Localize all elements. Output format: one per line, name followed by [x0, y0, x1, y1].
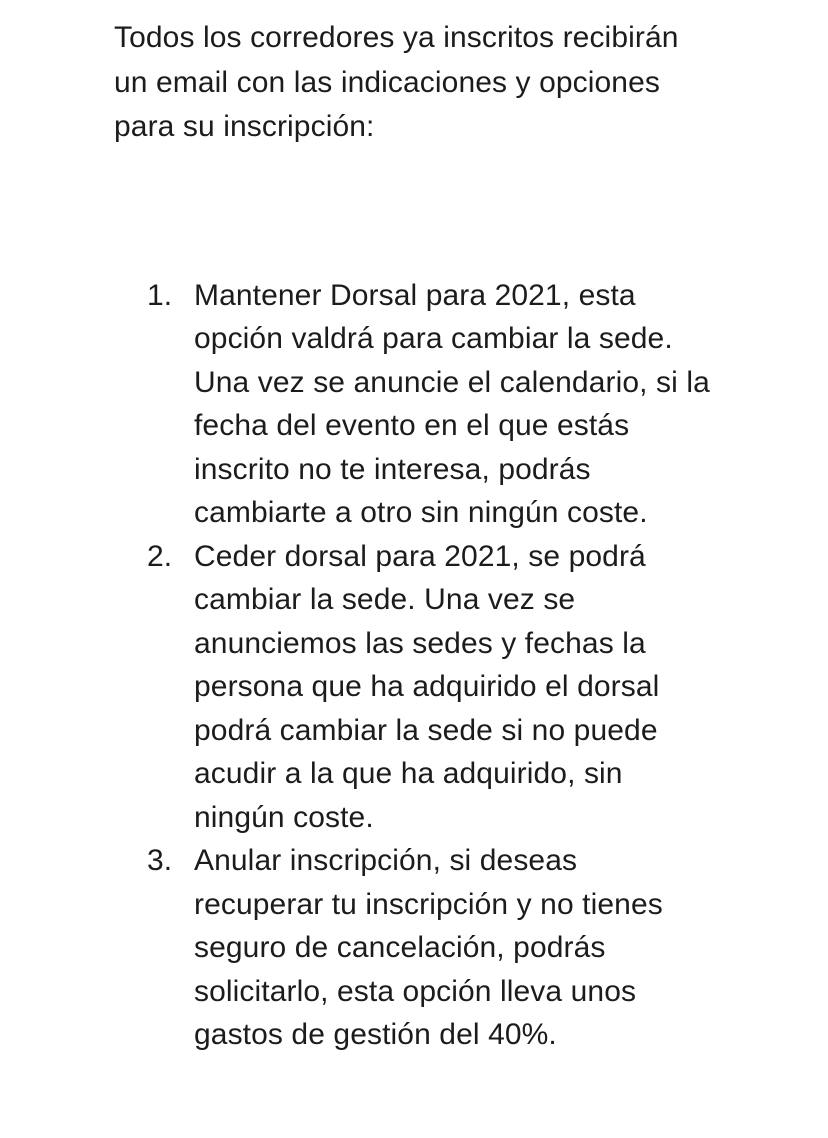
- message-body: [114, 16, 714, 1057]
- intro-paragraph: Todos los corredores ya inscritos recibirán un email con las indicaciones y opciones para su inscripción:: [114, 21, 679, 143]
- list-item: [114, 839, 714, 1057]
- list-item-text: Mantener Dorsal para 2021, esta opción valdrá para cambiar la sede. Una vez se anuncie el calendario, si la fecha del evento en el que estás inscrito no te interesa, podrás cambiarte a otro sin ningún coste.: [194, 278, 710, 529]
- list-item: [114, 535, 714, 840]
- list-item-number: 2.: [147, 539, 173, 573]
- list-item: [114, 274, 714, 535]
- options-list: [114, 274, 714, 1057]
- list-item-number: 1.: [147, 278, 173, 312]
- list-item-text: Anular inscripción, si deseas recuperar tu inscripción y no tienes seguro de cancelación, podrás solicitarlo, esta opción lleva unos gastos de gestión del 40%.: [194, 844, 663, 1051]
- list-item-text: Ceder dorsal para 2021, se podrá cambiar la sede. Una vez se anunciemos las sedes y fechas la persona que ha adquirido el dorsal podrá cambiar la sede si no puede acudir a la que ha adquirido, sin ningún coste.: [194, 539, 660, 834]
- list-item-number: 3.: [147, 844, 173, 877]
